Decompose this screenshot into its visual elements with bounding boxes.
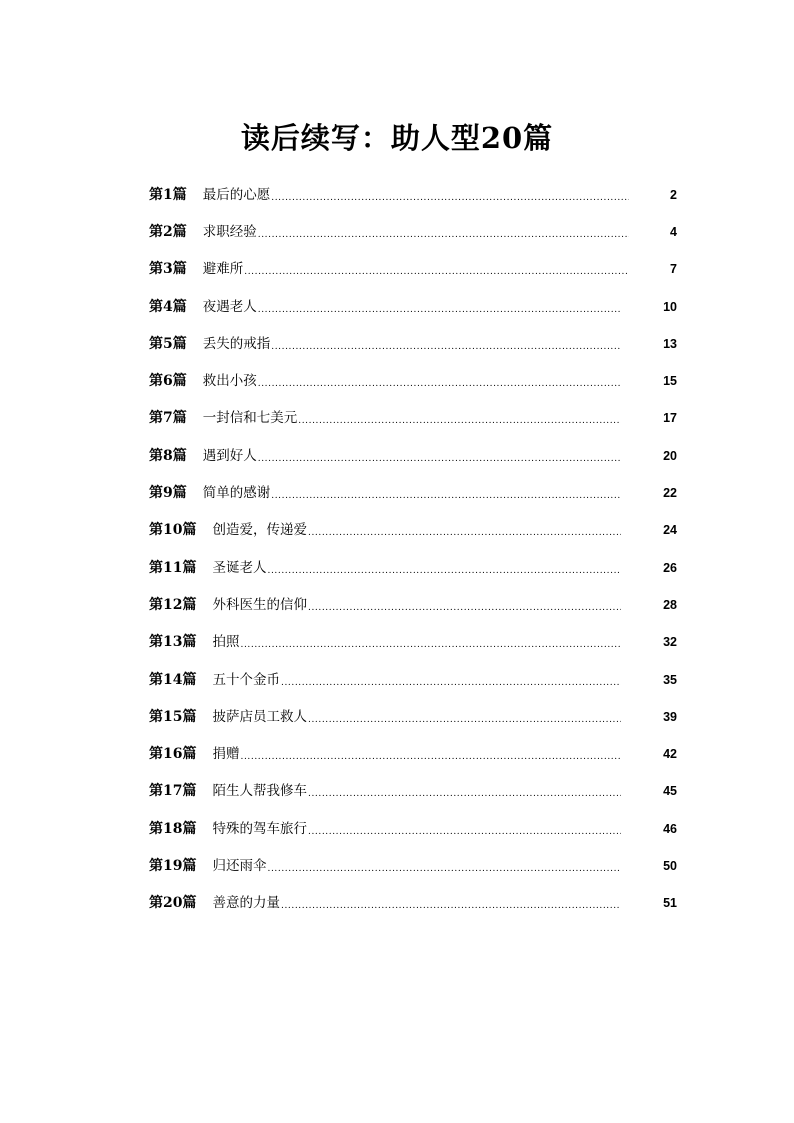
dot-leader bbox=[267, 859, 621, 879]
toc-entry-number: 第13篇 bbox=[149, 634, 197, 651]
toc-entry-number: 第6篇 bbox=[149, 373, 187, 390]
toc-entry-title: 披萨店员工救人 bbox=[212, 708, 307, 725]
toc-entry-20[interactable] bbox=[149, 885, 677, 922]
toc-entry-number: 第18篇 bbox=[149, 820, 197, 837]
toc-entry-title: 特殊的驾车旅行 bbox=[212, 820, 307, 837]
toc-entry-11[interactable] bbox=[149, 549, 677, 586]
toc-entry-number: 第16篇 bbox=[149, 746, 197, 763]
toc-entry-page: 42 bbox=[663, 747, 677, 762]
toc-entry-number: 第20篇 bbox=[149, 895, 197, 912]
toc-entry-17[interactable] bbox=[149, 773, 677, 810]
toc-entry-number: 第9篇 bbox=[149, 485, 187, 502]
toc-entry-8[interactable] bbox=[149, 437, 677, 474]
toc-entry-number: 第10篇 bbox=[149, 522, 197, 539]
toc-entry-title: 善意的力量 bbox=[212, 895, 280, 912]
toc-entry-number: 第19篇 bbox=[149, 857, 197, 874]
toc-entry-18[interactable] bbox=[149, 810, 677, 847]
table-of-contents bbox=[149, 176, 677, 922]
toc-entry-title: 求职经验 bbox=[202, 223, 257, 240]
dot-leader bbox=[258, 449, 621, 469]
toc-entry-title: 创造爱，传递爱 bbox=[212, 522, 307, 539]
toc-entry-page: 35 bbox=[663, 672, 677, 687]
toc-entry-number: 第8篇 bbox=[149, 447, 187, 464]
toc-entry-title: 外科医生的信仰 bbox=[212, 596, 307, 613]
toc-entry-page: 39 bbox=[663, 709, 677, 724]
toc-entry-number: 第11篇 bbox=[149, 559, 197, 576]
toc-entry-1[interactable] bbox=[149, 176, 677, 213]
toc-entry-title: 圣诞老人 bbox=[212, 559, 267, 576]
toc-entry-page: 7 bbox=[670, 262, 677, 277]
dot-leader bbox=[271, 337, 621, 357]
toc-entry-page: 22 bbox=[663, 486, 677, 501]
toc-entry-page: 50 bbox=[663, 858, 677, 873]
dot-leader bbox=[258, 374, 621, 394]
toc-entry-3[interactable] bbox=[149, 251, 677, 288]
toc-entry-12[interactable] bbox=[149, 586, 677, 623]
toc-entry-page: 20 bbox=[663, 448, 677, 463]
toc-entry-page: 13 bbox=[663, 336, 677, 351]
toc-entry-number: 第5篇 bbox=[149, 335, 187, 352]
toc-entry-page: 46 bbox=[663, 821, 677, 836]
toc-entry-title: 最后的心愿 bbox=[202, 186, 271, 203]
dot-leader bbox=[240, 635, 621, 655]
dot-leader bbox=[267, 561, 621, 581]
toc-entry-13[interactable] bbox=[149, 624, 677, 661]
dot-leader bbox=[271, 188, 629, 208]
toc-entry-number: 第14篇 bbox=[149, 671, 197, 688]
toc-entry-page: 45 bbox=[663, 784, 677, 799]
dot-leader bbox=[258, 225, 629, 245]
toc-entry-14[interactable] bbox=[149, 661, 677, 698]
toc-entry-page: 51 bbox=[663, 896, 677, 911]
dot-leader bbox=[258, 300, 621, 320]
toc-entry-number: 第3篇 bbox=[149, 261, 187, 278]
toc-entry-2[interactable] bbox=[149, 213, 677, 250]
toc-entry-page: 17 bbox=[663, 411, 677, 426]
dot-leader bbox=[281, 673, 621, 693]
toc-entry-number: 第4篇 bbox=[149, 298, 187, 315]
dot-leader bbox=[308, 784, 621, 804]
toc-entry-title: 拍照 bbox=[212, 634, 240, 651]
dot-leader bbox=[298, 411, 621, 431]
dot-leader bbox=[308, 822, 621, 842]
toc-entry-number: 第12篇 bbox=[149, 596, 197, 613]
toc-entry-title: 五十个金币 bbox=[212, 671, 280, 688]
dot-leader bbox=[308, 710, 621, 730]
toc-entry-title: 遇到好人 bbox=[202, 447, 257, 464]
toc-entry-title: 丢失的戒指 bbox=[202, 335, 271, 352]
toc-entry-number: 第2篇 bbox=[149, 223, 187, 240]
toc-entry-5[interactable] bbox=[149, 325, 677, 362]
toc-entry-title: 一封信和七美元 bbox=[202, 410, 298, 427]
toc-entry-page: 24 bbox=[663, 523, 677, 538]
toc-entry-page: 10 bbox=[663, 299, 677, 314]
toc-entry-title: 夜遇老人 bbox=[202, 298, 257, 315]
toc-entry-16[interactable] bbox=[149, 735, 677, 772]
dot-leader bbox=[244, 262, 629, 282]
toc-entry-page: 2 bbox=[670, 187, 677, 202]
toc-entry-10[interactable] bbox=[149, 512, 677, 549]
toc-entry-title: 归还雨伞 bbox=[212, 857, 267, 874]
toc-entry-15[interactable] bbox=[149, 698, 677, 735]
dot-leader bbox=[281, 896, 621, 916]
dot-leader bbox=[240, 747, 621, 767]
document-title: 读后续写：助人型20篇 bbox=[240, 121, 554, 155]
toc-entry-title: 陌生人帮我修车 bbox=[212, 783, 307, 800]
toc-entry-page: 15 bbox=[663, 374, 677, 389]
toc-entry-number: 第1篇 bbox=[149, 186, 187, 203]
dot-leader bbox=[308, 598, 621, 618]
toc-entry-7[interactable] bbox=[149, 400, 677, 437]
toc-entry-title: 捐赠 bbox=[212, 746, 240, 763]
toc-entry-page: 32 bbox=[663, 635, 677, 650]
toc-entry-page: 4 bbox=[670, 224, 677, 239]
toc-entry-number: 第17篇 bbox=[149, 783, 197, 800]
toc-entry-page: 26 bbox=[663, 560, 677, 575]
toc-entry-page: 28 bbox=[663, 597, 677, 612]
dot-leader bbox=[271, 486, 621, 506]
toc-entry-4[interactable] bbox=[149, 288, 677, 325]
dot-leader bbox=[308, 523, 621, 543]
toc-entry-title: 避难所 bbox=[202, 261, 244, 278]
toc-entry-19[interactable] bbox=[149, 847, 677, 884]
toc-entry-number: 第7篇 bbox=[149, 410, 187, 427]
toc-entry-title: 救出小孩 bbox=[202, 373, 257, 390]
toc-entry-number: 第15篇 bbox=[149, 708, 197, 725]
toc-entry-title: 简单的感谢 bbox=[202, 485, 271, 502]
toc-entry-6[interactable] bbox=[149, 362, 677, 399]
toc-entry-9[interactable] bbox=[149, 474, 677, 511]
